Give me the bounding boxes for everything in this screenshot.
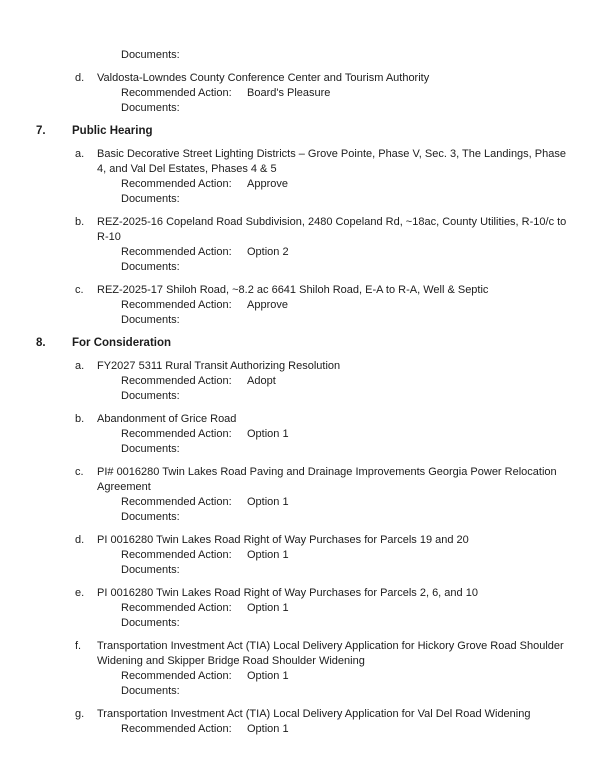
recommended-action-value: Option 1: [247, 428, 289, 440]
documents-label: Documents:: [121, 261, 180, 273]
documents-label: Documents:: [121, 390, 180, 402]
recommended-action-label: Recommended Action:: [121, 87, 232, 99]
item-title: REZ-2025-17 Shiloh Road, ~8.2 ac 6641 Shiloh Road, E-A to R-A, Well & Septic: [97, 284, 489, 296]
recommended-action-value: Option 1: [247, 723, 289, 735]
item-title: Transportation Investment Act (TIA) Local Delivery Application for Hickory Grove Road Shoulder Widening and Skipper Bridge Road Shoulder Widening: [97, 640, 564, 667]
item-letter: d.: [75, 72, 85, 84]
item-letter: a.: [75, 148, 85, 160]
documents-label: Documents:: [121, 685, 180, 697]
documents-label: Documents:: [121, 49, 180, 61]
item-title: FY2027 5311 Rural Transit Authorizing Resolution: [97, 360, 341, 372]
item-title: Valdosta-Lowndes County Conference Center and Tourism Authority: [97, 72, 430, 84]
recommended-action-value: Approve: [247, 299, 288, 311]
recommended-action-label: Recommended Action:: [121, 299, 232, 311]
item-letter: d.: [75, 534, 85, 546]
documents-label: Documents:: [121, 314, 180, 326]
recommended-action-label: Recommended Action:: [121, 375, 232, 387]
item-letter: f.: [75, 640, 82, 652]
item-title: Basic Decorative Street Lighting Districts – Grove Pointe, Phase V, Sec. 3, The Landings, Phase 4, and Val Del Estates, Phases 4 & 5: [97, 148, 566, 175]
agenda-item: [0, 359, 600, 404]
agenda-item: [0, 465, 600, 525]
item-title: Transportation Investment Act (TIA) Local Delivery Application for Val Del Road Widening: [97, 708, 531, 720]
recommended-action-row: [121, 86, 573, 101]
item-letter: c.: [75, 284, 84, 296]
item-title: REZ-2025-16 Copeland Road Subdivision, 2480 Copeland Rd, ~18ac, County Utilities, R-10/c to R-10: [97, 216, 567, 243]
recommended-action-row: [121, 427, 573, 442]
item-letter: a.: [75, 360, 85, 372]
item-title: PI 0016280 Twin Lakes Road Right of Way Purchases for Parcels 19 and 20: [97, 534, 469, 546]
section-heading: [0, 124, 600, 139]
section-heading: [0, 336, 600, 351]
item-letter: b.: [75, 216, 85, 228]
documents-label: Documents:: [121, 443, 180, 455]
recommended-action-value: Board's Pleasure: [247, 87, 331, 99]
recommended-action-row: [121, 669, 573, 684]
recommended-action-value: Approve: [247, 178, 288, 190]
item-letter: e.: [75, 587, 85, 599]
recommended-action-row: [121, 245, 573, 260]
recommended-action-label: Recommended Action:: [121, 602, 232, 614]
item-letter: c.: [75, 466, 84, 478]
recommended-action-label: Recommended Action:: [121, 723, 232, 735]
documents-label: Documents:: [121, 564, 180, 576]
recommended-action-row: [121, 548, 573, 563]
recommended-action-label: Recommended Action:: [121, 246, 232, 258]
agenda-item: [0, 533, 600, 578]
item-title: PI# 0016280 Twin Lakes Road Paving and Drainage Improvements Georgia Power Relocation Agreement: [97, 466, 557, 493]
documents-label: Documents:: [121, 617, 180, 629]
item-letter: b.: [75, 413, 85, 425]
recommended-action-value: Option 2: [247, 246, 289, 258]
recommended-action-row: [121, 374, 573, 389]
recommended-action-value: Option 1: [247, 670, 289, 682]
documents-label: Documents:: [121, 193, 180, 205]
documents-label: Documents:: [121, 102, 180, 114]
recommended-action-value: Option 1: [247, 602, 289, 614]
recommended-action-label: Recommended Action:: [121, 496, 232, 508]
agenda-item: [0, 707, 600, 737]
recommended-action-row: [121, 722, 573, 737]
agenda-item: [0, 283, 600, 328]
recommended-action-label: Recommended Action:: [121, 178, 232, 190]
agenda-item: [0, 639, 600, 699]
recommended-action-label: Recommended Action:: [121, 549, 232, 561]
recommended-action-label: Recommended Action:: [121, 428, 232, 440]
agenda-item: [0, 586, 600, 631]
recommended-action-value: Adopt: [247, 375, 276, 387]
recommended-action-row: [121, 177, 573, 192]
section-number: 7.: [36, 125, 46, 137]
documents-label: Documents:: [121, 511, 180, 523]
agenda-item: [0, 147, 600, 207]
recommended-action-row: [121, 298, 573, 313]
recommended-action-value: Option 1: [247, 496, 289, 508]
recommended-action-row: [121, 495, 573, 510]
item-letter: g.: [75, 708, 85, 720]
item-title: PI 0016280 Twin Lakes Road Right of Way Purchases for Parcels 2, 6, and 10: [97, 587, 478, 599]
agenda-item: [0, 71, 600, 116]
recommended-action-value: Option 1: [247, 549, 289, 561]
section-title: Public Hearing: [72, 125, 153, 137]
item-title: Abandonment of Grice Road: [97, 413, 237, 425]
section-number: 8.: [36, 337, 46, 349]
section-title: For Consideration: [72, 337, 172, 349]
recommended-action-label: Recommended Action:: [121, 670, 232, 682]
agenda-item: [0, 412, 600, 457]
recommended-action-row: [121, 601, 573, 616]
agenda-item: [0, 215, 600, 275]
